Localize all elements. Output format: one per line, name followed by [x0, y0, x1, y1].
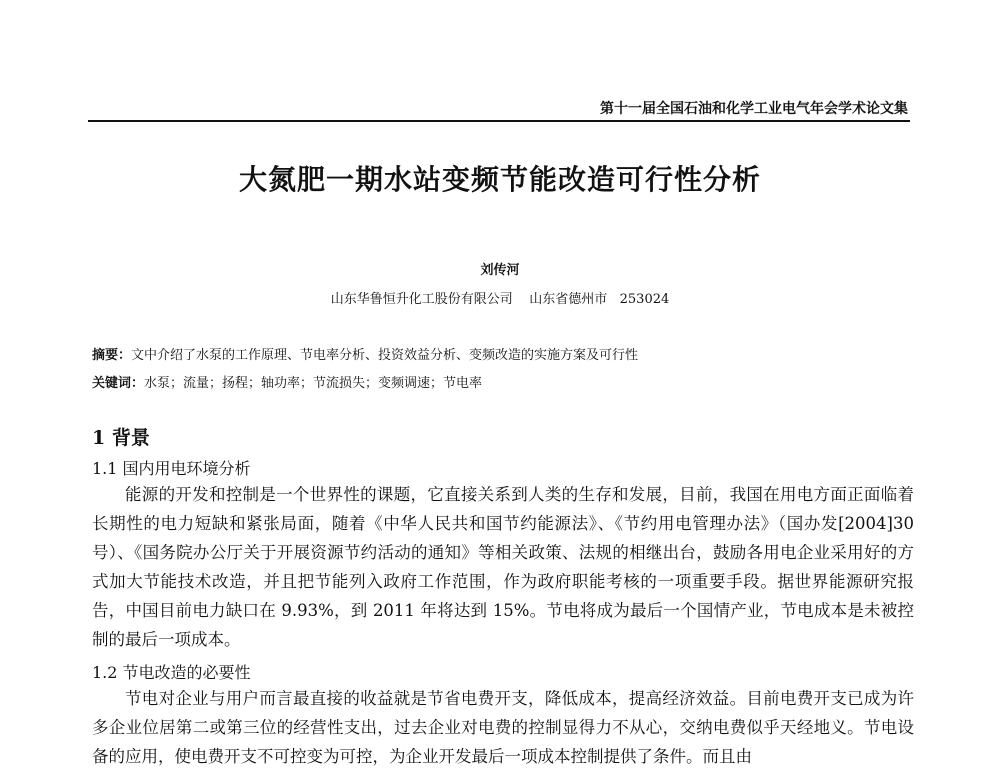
section-1-2-heading: 1.2 节电改造的必要性 [92, 663, 251, 682]
author-affiliation: 山东华鲁恒升化工股份有限公司 山东省德州市 253024 [330, 292, 670, 307]
abstract [92, 344, 638, 363]
abstract-label: 摘要： [92, 348, 132, 363]
header-rule [88, 120, 910, 122]
section-1-2-paragraph: 节电对企业与用户而言最直接的收益就是节省电费开支，降低成本，提高经济效益。目前电费开支已成为许多企业位居第二或第三位的经营性支出，过去企业对电费的控制显得力不从心，交纳电费似乎天经地义。节电设备的应用，使电费开支不可控变为可控，为企业开发最后一项成本控制提供了条件。而且由 [92, 689, 914, 766]
section-1-1-heading: 1.1 国内用电环境分析 [92, 459, 251, 478]
keywords-label: 关键词： [92, 376, 145, 391]
abstract-text: 文中介绍了水泵的工作原理、节电率分析、投资效益分析、变频改造的实施方案及可行性 [131, 348, 639, 363]
paper-title: 大氮肥一期水站变频节能改造可行性分析 [238, 163, 761, 196]
section-1-1-paragraph: 能源的开发和控制是一个世界性的课题，它直接关系到人类的生存和发展，目前，我国在用电方面正面临着长期性的电力短缺和紧张局面，随着《中华人民共和国节约能源法》、《节约用电管理办法》（国办发[2004]30 号）、《国务院办公厅关于开展资源节约活动的通知》等相关政策、法规的相继出台，鼓励各用电企业采用好的方式加大节能技术改造，并且把节能列入政府工作范围，作为政府职能考核的一项重要手段。据世界能源研究报告，中国目前电力缺口在 9.93%，到 2011 年将达到 15%。节电将成为最后一个国情产业，节电成本是未被控制的最后一项成本。 [92, 485, 914, 649]
running-header: 第十一届全国石油和化学工业电气年会学术论文集 [600, 101, 908, 117]
keywords [92, 372, 482, 391]
section-1-heading: 1 背景 [92, 427, 150, 449]
keywords-text: 水泵；流量；扬程；轴功率；节流损失；变频调速；节电率 [144, 376, 483, 391]
author-name: 刘传河 [480, 263, 520, 278]
